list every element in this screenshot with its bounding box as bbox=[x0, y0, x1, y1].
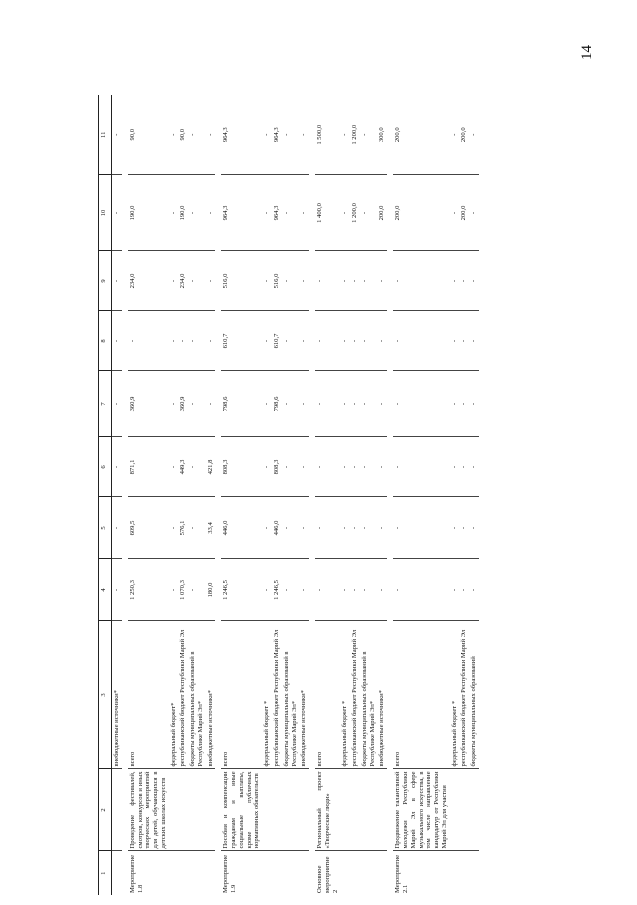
funding-source-cell: федеральный бюджет * bbox=[340, 621, 350, 769]
value-cell: - bbox=[340, 251, 350, 311]
value-cell: - bbox=[299, 311, 309, 371]
value-cell: - bbox=[169, 251, 179, 311]
activity-code-cell bbox=[188, 851, 206, 895]
value-cell: - bbox=[350, 251, 360, 311]
value-cell: - bbox=[299, 497, 309, 559]
value-cell: - bbox=[340, 559, 350, 621]
value-cell: - bbox=[360, 95, 378, 175]
value-cell: 609,5 bbox=[128, 497, 169, 559]
value-cell: - bbox=[169, 437, 179, 497]
value-cell: 360,9 bbox=[128, 371, 169, 437]
funding-source-cell: федеральный бюджет * bbox=[450, 621, 460, 769]
value-cell: - bbox=[360, 437, 378, 497]
column-header: 2 bbox=[99, 769, 112, 851]
value-cell: 576,1 bbox=[178, 497, 188, 559]
value-cell: - bbox=[393, 371, 449, 437]
value-cell: - bbox=[340, 311, 350, 371]
funding-source-cell: республиканский бюджет Республики Марий Эл bbox=[459, 621, 469, 769]
value-cell: 190,0 bbox=[178, 175, 188, 251]
table-row bbox=[315, 95, 340, 895]
column-header: 10 bbox=[99, 175, 112, 251]
funding-source-cell: внебюджетные источники* bbox=[206, 621, 216, 769]
activity-code-cell bbox=[377, 851, 387, 895]
value-cell: - bbox=[315, 497, 340, 559]
value-cell: 516,0 bbox=[272, 251, 282, 311]
activity-code-cell bbox=[340, 851, 350, 895]
value-cell: - bbox=[112, 175, 122, 251]
value-cell: - bbox=[299, 175, 309, 251]
value-cell: 90,0 bbox=[178, 95, 188, 175]
value-cell: - bbox=[340, 437, 350, 497]
value-cell: - bbox=[188, 311, 206, 371]
funding-source-cell: бюджеты муниципальных образований в Республике Марий Эл* bbox=[188, 621, 206, 769]
value-cell: 1 246,5 bbox=[272, 559, 282, 621]
table-row bbox=[350, 95, 360, 895]
value-cell: - bbox=[169, 371, 179, 437]
column-header: 5 bbox=[99, 497, 112, 559]
value-cell: 1 246,5 bbox=[221, 559, 262, 621]
value-cell: - bbox=[469, 371, 479, 437]
funding-source-cell: бюджеты муниципальных образований в Республике Марий Эл* bbox=[360, 621, 378, 769]
value-cell: - bbox=[169, 311, 179, 371]
value-cell: 200,0 bbox=[459, 175, 469, 251]
activity-name-cell bbox=[350, 769, 360, 851]
value-cell: - bbox=[459, 559, 469, 621]
value-cell: - bbox=[112, 371, 122, 437]
value-cell: - bbox=[340, 371, 350, 437]
value-cell: - bbox=[188, 559, 206, 621]
value-cell: - bbox=[360, 251, 378, 311]
value-cell: - bbox=[262, 559, 272, 621]
table-row bbox=[262, 95, 272, 895]
value-cell: - bbox=[188, 437, 206, 497]
funding-source-cell: федеральный бюджет * bbox=[262, 621, 272, 769]
column-header: 6 bbox=[99, 437, 112, 497]
value-cell: - bbox=[112, 437, 122, 497]
value-cell: - bbox=[112, 95, 122, 175]
value-cell: - bbox=[262, 371, 272, 437]
funding-source-cell: всего bbox=[315, 621, 340, 769]
value-cell: - bbox=[393, 311, 449, 371]
value-cell: - bbox=[350, 559, 360, 621]
value-cell: 964,3 bbox=[272, 95, 282, 175]
value-cell: - bbox=[377, 311, 387, 371]
value-cell: - bbox=[315, 251, 340, 311]
activity-code-cell: Мероприятие 2.1 bbox=[394, 854, 409, 893]
activity-name-cell bbox=[178, 769, 188, 851]
value-cell: 1 250,3 bbox=[128, 559, 169, 621]
column-header: 7 bbox=[99, 371, 112, 437]
value-cell: - bbox=[112, 311, 122, 371]
column-header: 1 bbox=[99, 851, 112, 895]
value-cell: - bbox=[450, 371, 460, 437]
activity-name-cell: Продвижение талантливой молодежи Республики Марий Эл в сфере музыкального искусства, в том числе направление кандидатур от Республики Марий Эл для участия bbox=[393, 769, 449, 851]
value-cell: 449,3 bbox=[178, 437, 188, 497]
value-cell: - bbox=[188, 175, 206, 251]
value-cell: 33,4 bbox=[206, 497, 216, 559]
table-row bbox=[178, 95, 188, 895]
value-cell: - bbox=[393, 251, 449, 311]
value-cell: - bbox=[262, 251, 272, 311]
activity-name-cell bbox=[112, 769, 122, 851]
funding-source-cell: республиканский бюджет Республики Марий Эл bbox=[178, 621, 188, 769]
activity-name-cell bbox=[262, 769, 272, 851]
table-row bbox=[206, 95, 216, 895]
table-row bbox=[282, 95, 300, 895]
activity-name-cell bbox=[188, 769, 206, 851]
value-cell: - bbox=[188, 95, 206, 175]
value-cell: - bbox=[282, 175, 300, 251]
value-cell: - bbox=[299, 559, 309, 621]
value-cell: - bbox=[459, 497, 469, 559]
value-cell: - bbox=[450, 95, 460, 175]
activity-name-cell bbox=[340, 769, 350, 851]
value-cell: - bbox=[340, 497, 350, 559]
value-cell: - bbox=[169, 559, 179, 621]
table-row bbox=[112, 95, 122, 895]
table-row bbox=[459, 95, 469, 895]
value-cell: 516,0 bbox=[221, 251, 262, 311]
value-cell: - bbox=[469, 559, 479, 621]
table-header-row bbox=[99, 95, 112, 895]
value-cell: - bbox=[469, 437, 479, 497]
activity-name-cell bbox=[469, 769, 479, 851]
value-cell: - bbox=[112, 497, 122, 559]
value-cell: - bbox=[377, 497, 387, 559]
table-row bbox=[128, 95, 169, 895]
table-row bbox=[299, 95, 309, 895]
value-cell: 360,9 bbox=[178, 371, 188, 437]
activity-code-cell bbox=[178, 851, 188, 895]
value-cell: - bbox=[350, 311, 360, 371]
activity-code-cell: Основное мероприятие 2 bbox=[316, 856, 339, 893]
value-cell: - bbox=[377, 437, 387, 497]
value-cell: 190,0 bbox=[128, 175, 169, 251]
value-cell: - bbox=[315, 311, 340, 371]
activity-code-cell bbox=[272, 851, 282, 895]
value-cell: - bbox=[340, 95, 350, 175]
activity-code-cell bbox=[350, 851, 360, 895]
value-cell: - bbox=[169, 95, 179, 175]
value-cell: 1 400,0 bbox=[315, 175, 340, 251]
funding-source-cell: бюджеты муниципальных образований bbox=[469, 621, 479, 769]
value-cell: - bbox=[450, 559, 460, 621]
column-header: 9 bbox=[99, 251, 112, 311]
funding-source-cell: республиканский бюджет Республики Марий Эл bbox=[272, 621, 282, 769]
value-cell: - bbox=[350, 497, 360, 559]
value-cell: 234,0 bbox=[178, 251, 188, 311]
value-cell: - bbox=[393, 437, 449, 497]
value-cell: - bbox=[360, 497, 378, 559]
value-cell: - bbox=[377, 559, 387, 621]
value-cell: 200,0 bbox=[459, 95, 469, 175]
funding-source-cell: внебюджетные источники* bbox=[377, 621, 387, 769]
value-cell: 446,0 bbox=[272, 497, 282, 559]
activity-code-cell bbox=[459, 851, 469, 895]
column-header: 11 bbox=[99, 95, 112, 175]
value-cell: - bbox=[206, 251, 216, 311]
value-cell: - bbox=[206, 175, 216, 251]
value-cell: - bbox=[282, 251, 300, 311]
value-cell: - bbox=[360, 175, 378, 251]
activity-code-cell bbox=[360, 851, 378, 895]
funding-source-cell: всего bbox=[393, 621, 449, 769]
value-cell: - bbox=[206, 95, 216, 175]
value-cell: - bbox=[299, 371, 309, 437]
value-cell: - bbox=[282, 371, 300, 437]
value-cell: - bbox=[169, 175, 179, 251]
page-number: 14 bbox=[579, 45, 595, 60]
value-cell: - bbox=[377, 371, 387, 437]
value-cell: - bbox=[450, 251, 460, 311]
activity-code-cell bbox=[206, 851, 216, 895]
value-cell: - bbox=[469, 311, 479, 371]
value-cell: - bbox=[393, 497, 449, 559]
value-cell: - bbox=[178, 311, 188, 371]
value-cell: - bbox=[459, 371, 469, 437]
column-header: 3 bbox=[99, 621, 112, 769]
value-cell: - bbox=[282, 95, 300, 175]
value-cell: - bbox=[360, 311, 378, 371]
value-cell: - bbox=[262, 175, 272, 251]
value-cell: - bbox=[459, 311, 469, 371]
value-cell: 200,0 bbox=[377, 175, 387, 251]
activity-name-cell bbox=[206, 769, 216, 851]
table-row bbox=[377, 95, 387, 895]
value-cell: 446,0 bbox=[221, 497, 262, 559]
value-cell: - bbox=[459, 251, 469, 311]
activity-code-cell bbox=[299, 851, 309, 895]
value-cell: - bbox=[112, 251, 122, 311]
value-cell: - bbox=[360, 371, 378, 437]
value-cell: - bbox=[315, 371, 340, 437]
activity-code-cell bbox=[112, 851, 122, 895]
value-cell: - bbox=[262, 311, 272, 371]
activity-code-cell bbox=[450, 851, 460, 895]
value-cell: 234,0 bbox=[128, 251, 169, 311]
table-row bbox=[221, 95, 262, 895]
table-row bbox=[469, 95, 479, 895]
funding-source-cell: внебюджетные источники* bbox=[112, 621, 122, 769]
activity-name-cell bbox=[299, 769, 309, 851]
activity-code-cell bbox=[282, 851, 300, 895]
value-cell: - bbox=[469, 251, 479, 311]
activity-code-cell bbox=[262, 851, 272, 895]
funding-source-cell: внебюджетные источники* bbox=[299, 621, 309, 769]
value-cell: - bbox=[206, 311, 216, 371]
value-cell: - bbox=[315, 559, 340, 621]
value-cell: - bbox=[299, 95, 309, 175]
value-cell: 964,3 bbox=[221, 175, 262, 251]
funding-source-cell: всего bbox=[221, 621, 262, 769]
value-cell: - bbox=[282, 497, 300, 559]
value-cell: - bbox=[450, 437, 460, 497]
value-cell: - bbox=[340, 175, 350, 251]
value-cell: - bbox=[282, 311, 300, 371]
value-cell: - bbox=[188, 251, 206, 311]
value-cell: - bbox=[188, 371, 206, 437]
value-cell: - bbox=[377, 251, 387, 311]
value-cell: - bbox=[469, 95, 479, 175]
value-cell: 180,0 bbox=[206, 559, 216, 621]
value-cell: - bbox=[262, 497, 272, 559]
column-header: 4 bbox=[99, 559, 112, 621]
funding-source-cell: бюджеты муниципальных образований в Республике Марий Эл* bbox=[282, 621, 300, 769]
value-cell: - bbox=[360, 559, 378, 621]
value-cell: 964,3 bbox=[272, 175, 282, 251]
table-row bbox=[393, 95, 449, 895]
value-cell: 871,1 bbox=[128, 437, 169, 497]
value-cell: - bbox=[350, 371, 360, 437]
budget-table bbox=[98, 95, 479, 895]
value-cell: - bbox=[450, 311, 460, 371]
value-cell: 610,7 bbox=[272, 311, 282, 371]
funding-source-cell: всего bbox=[128, 621, 169, 769]
value-cell: - bbox=[450, 175, 460, 251]
activity-name-cell bbox=[377, 769, 387, 851]
table-row bbox=[272, 95, 282, 895]
table-row bbox=[360, 95, 378, 895]
value-cell: 90,0 bbox=[128, 95, 169, 175]
funding-source-cell: республиканский бюджет Республики Марий Эл bbox=[350, 621, 360, 769]
table-row bbox=[340, 95, 350, 895]
activity-name-cell: Региональный проект «Творческие люди» bbox=[315, 769, 340, 851]
table-row bbox=[450, 95, 460, 895]
value-cell: - bbox=[282, 437, 300, 497]
activity-name-cell bbox=[169, 769, 179, 851]
activity-name-cell bbox=[459, 769, 469, 851]
activity-code-cell: Мероприятие 1.8 bbox=[128, 854, 144, 893]
table-body bbox=[112, 95, 479, 895]
value-cell: - bbox=[393, 559, 449, 621]
activity-code-cell bbox=[169, 851, 179, 895]
value-cell: 1 200,0 bbox=[350, 95, 360, 175]
value-cell: 1 070,3 bbox=[178, 559, 188, 621]
value-cell: - bbox=[299, 437, 309, 497]
value-cell: 610,7 bbox=[221, 311, 262, 371]
value-cell: 421,8 bbox=[206, 437, 216, 497]
value-cell: - bbox=[282, 559, 300, 621]
value-cell: - bbox=[450, 497, 460, 559]
value-cell: - bbox=[262, 437, 272, 497]
value-cell: 1 500,0 bbox=[315, 95, 340, 175]
column-header: 8 bbox=[99, 311, 112, 371]
value-cell: - bbox=[459, 437, 469, 497]
table-row bbox=[169, 95, 179, 895]
value-cell: 1 200,0 bbox=[350, 175, 360, 251]
value-cell: 808,3 bbox=[221, 437, 262, 497]
value-cell: 798,6 bbox=[221, 371, 262, 437]
table-row bbox=[188, 95, 206, 895]
activity-name-cell bbox=[272, 769, 282, 851]
value-cell: - bbox=[128, 311, 169, 371]
rotated-page bbox=[98, 95, 543, 895]
activity-name-cell: Пособия и компенсации гражданам и иные социальные выплаты, кроме публичных нормативных обязательств bbox=[221, 769, 262, 851]
value-cell: 964,3 bbox=[221, 95, 262, 175]
value-cell: - bbox=[350, 437, 360, 497]
value-cell: - bbox=[262, 95, 272, 175]
value-cell: 808,3 bbox=[272, 437, 282, 497]
value-cell: 200,0 bbox=[393, 175, 449, 251]
value-cell: - bbox=[469, 175, 479, 251]
activity-code-cell bbox=[469, 851, 479, 895]
value-cell: - bbox=[299, 251, 309, 311]
value-cell: - bbox=[169, 497, 179, 559]
value-cell: 798,6 bbox=[272, 371, 282, 437]
value-cell: - bbox=[112, 559, 122, 621]
activity-name-cell: Проведение фестивалей, смотров, конкурсов и иных творческих мероприятий для детей, обучающихся в детских школах искусств bbox=[128, 769, 169, 851]
value-cell: 300,0 bbox=[377, 95, 387, 175]
activity-code-cell: Мероприятие 1.9 bbox=[222, 854, 238, 893]
value-cell: 200,0 bbox=[393, 95, 449, 175]
activity-name-cell bbox=[360, 769, 378, 851]
value-cell: - bbox=[206, 371, 216, 437]
value-cell: - bbox=[315, 437, 340, 497]
value-cell: - bbox=[188, 497, 206, 559]
activity-name-cell bbox=[282, 769, 300, 851]
funding-source-cell: федеральный бюджет* bbox=[169, 621, 179, 769]
activity-name-cell bbox=[450, 769, 460, 851]
value-cell: - bbox=[469, 497, 479, 559]
